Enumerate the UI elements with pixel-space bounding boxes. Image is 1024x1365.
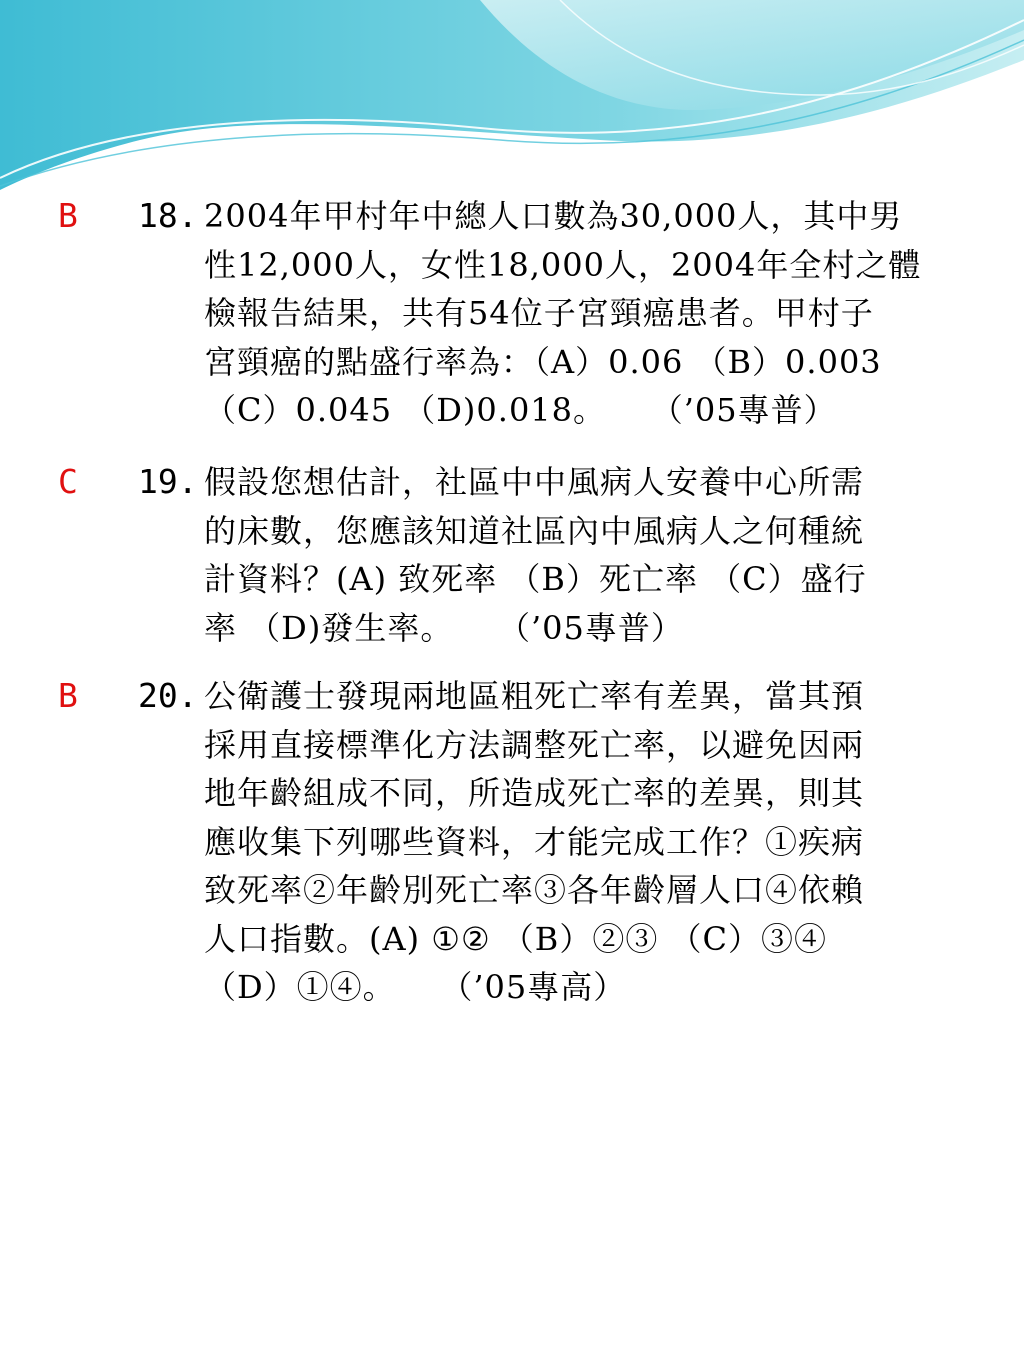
question-line: 地年齡組成不同，所造成死亡率的差異，則其 — [204, 774, 865, 812]
question-line: 率 （D)發生率。 （’05專普） — [204, 608, 684, 647]
question-line: 採用直接標準化方法調整死亡率，以避免因兩 — [204, 725, 865, 764]
question-line: 的床數，您應該知道社區內中風病人之何種統 — [204, 511, 865, 550]
question-line: 檢報告結果，共有54位子宮頸癌患者。甲村子 — [204, 294, 874, 332]
question-text — [204, 192, 984, 435]
answer-key: B — [58, 196, 78, 235]
question-line: 公衛護士發現兩地區粗死亡率有差異，當其預 — [204, 677, 865, 715]
question-text — [204, 672, 984, 1012]
question-line: 假設您想估計，社區中中風病人安養中心所需 — [204, 463, 865, 501]
question-line: 計資料？(A) 致死率 （B）死亡率 （C）盛行 — [204, 560, 867, 598]
question-line: 2004年甲村年中總人口數為30,000人，其中男 — [204, 197, 903, 235]
question-number: 19. — [138, 462, 198, 501]
question-line: 性12,000人，女性18,000人，2004年全村之體 — [204, 245, 922, 284]
question-line: 人口指數。(A) ①② （B）②③ （C）③④ — [204, 919, 827, 958]
question-line: 致死率②年齡別死亡率③各年齡層人口④依賴 — [204, 871, 865, 909]
answer-key: B — [58, 676, 78, 715]
header-wave-decoration — [0, 0, 1024, 200]
question-text — [204, 458, 984, 652]
question-number: 18. — [138, 196, 198, 235]
question-line: （C）0.045 （D)0.018。 （’05專普） — [204, 391, 837, 429]
question-line: 應收集下列哪些資料，才能完成工作？①疾病 — [204, 822, 865, 861]
question-line: 宮頸癌的點盛行率為：（A）0.06 （B）0.003 — [204, 342, 882, 381]
question-line: （D）①④。 （’05專高） — [204, 968, 627, 1006]
question-number: 20. — [138, 676, 198, 715]
answer-key: C — [58, 462, 78, 501]
